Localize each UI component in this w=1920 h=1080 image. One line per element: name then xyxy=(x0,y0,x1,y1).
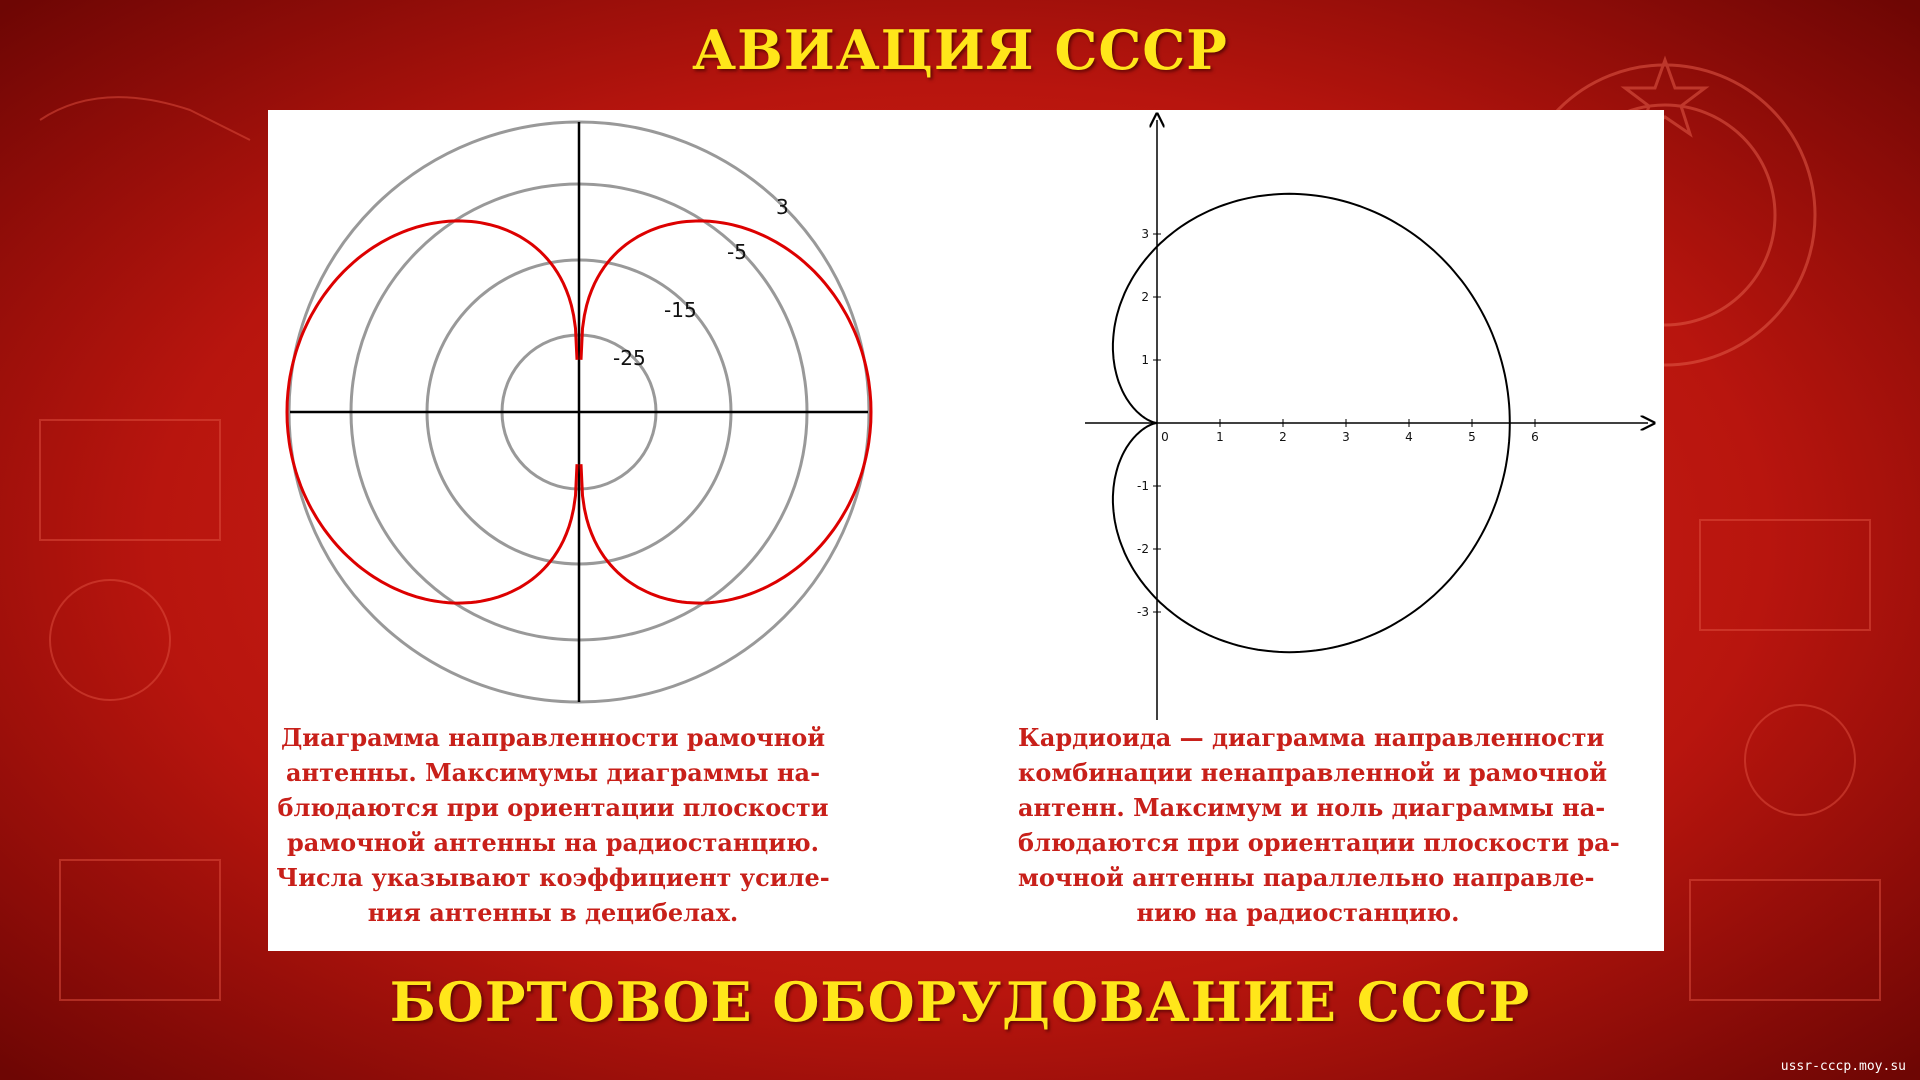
right-diagram-caption xyxy=(1018,720,1620,930)
ring-label-minus-25: -25 xyxy=(613,346,646,370)
left-diagram-caption xyxy=(273,720,833,930)
x-tick-label: 4 xyxy=(1405,430,1413,444)
caption-line: комбинации ненаправленной и рамочной xyxy=(1018,758,1608,787)
x-tick-label: 2 xyxy=(1279,430,1287,444)
caption-line: рамочной антенны на радиостанцию. xyxy=(287,828,819,857)
caption-line: антенн. Максимум и ноль диаграммы на- xyxy=(1018,793,1606,822)
y-tick-label: -3 xyxy=(1137,605,1149,619)
x-tick-label: 0 xyxy=(1161,430,1169,444)
caption-line: антенны. Максимумы диаграммы на- xyxy=(285,758,821,787)
x-tick-label: 6 xyxy=(1531,430,1539,444)
y-tick-label: 2 xyxy=(1141,290,1149,304)
caption-line: Числа указывают коэффициент усиле- xyxy=(276,863,830,892)
caption-line: мочной антенны параллельно направле- xyxy=(1018,863,1595,892)
caption-line: блюдаются при ориентации плоскости ра- xyxy=(1018,828,1620,857)
loop-antenna-polar-diagram xyxy=(268,110,888,710)
page-title: АВИАЦИЯ СССР xyxy=(692,18,1228,82)
x-tick-label: 1 xyxy=(1216,430,1224,444)
caption-line: Кардиоида — диаграмма направленности xyxy=(1018,723,1605,752)
caption-line: Диаграмма направленности рамочной xyxy=(280,723,826,752)
x-tick-label: 5 xyxy=(1468,430,1476,444)
ring-label-minus-15: -15 xyxy=(664,298,697,322)
y-tick-label: -1 xyxy=(1137,479,1149,493)
caption-line: блюдаются при ориентации плоскости xyxy=(277,793,829,822)
ring-label-minus-5: -5 xyxy=(727,240,747,264)
footer-title: БОРТОВОЕ ОБОРУДОВАНИЕ СССР xyxy=(389,970,1531,1034)
y-tick-label: -2 xyxy=(1137,542,1149,556)
caption-line: ния антенны в децибелах. xyxy=(367,898,739,927)
cardioid-diagram xyxy=(1058,110,1658,720)
x-tick-label: 3 xyxy=(1342,430,1350,444)
caption-line: нию на радиостанцию. xyxy=(1136,898,1460,927)
ring-label-3: 3 xyxy=(776,195,789,219)
y-tick-label: 3 xyxy=(1141,227,1149,241)
diagram-panel xyxy=(268,110,1664,951)
site-url: ussr-cccp.moy.su xyxy=(1780,1059,1906,1074)
y-tick-label: 1 xyxy=(1141,353,1149,367)
